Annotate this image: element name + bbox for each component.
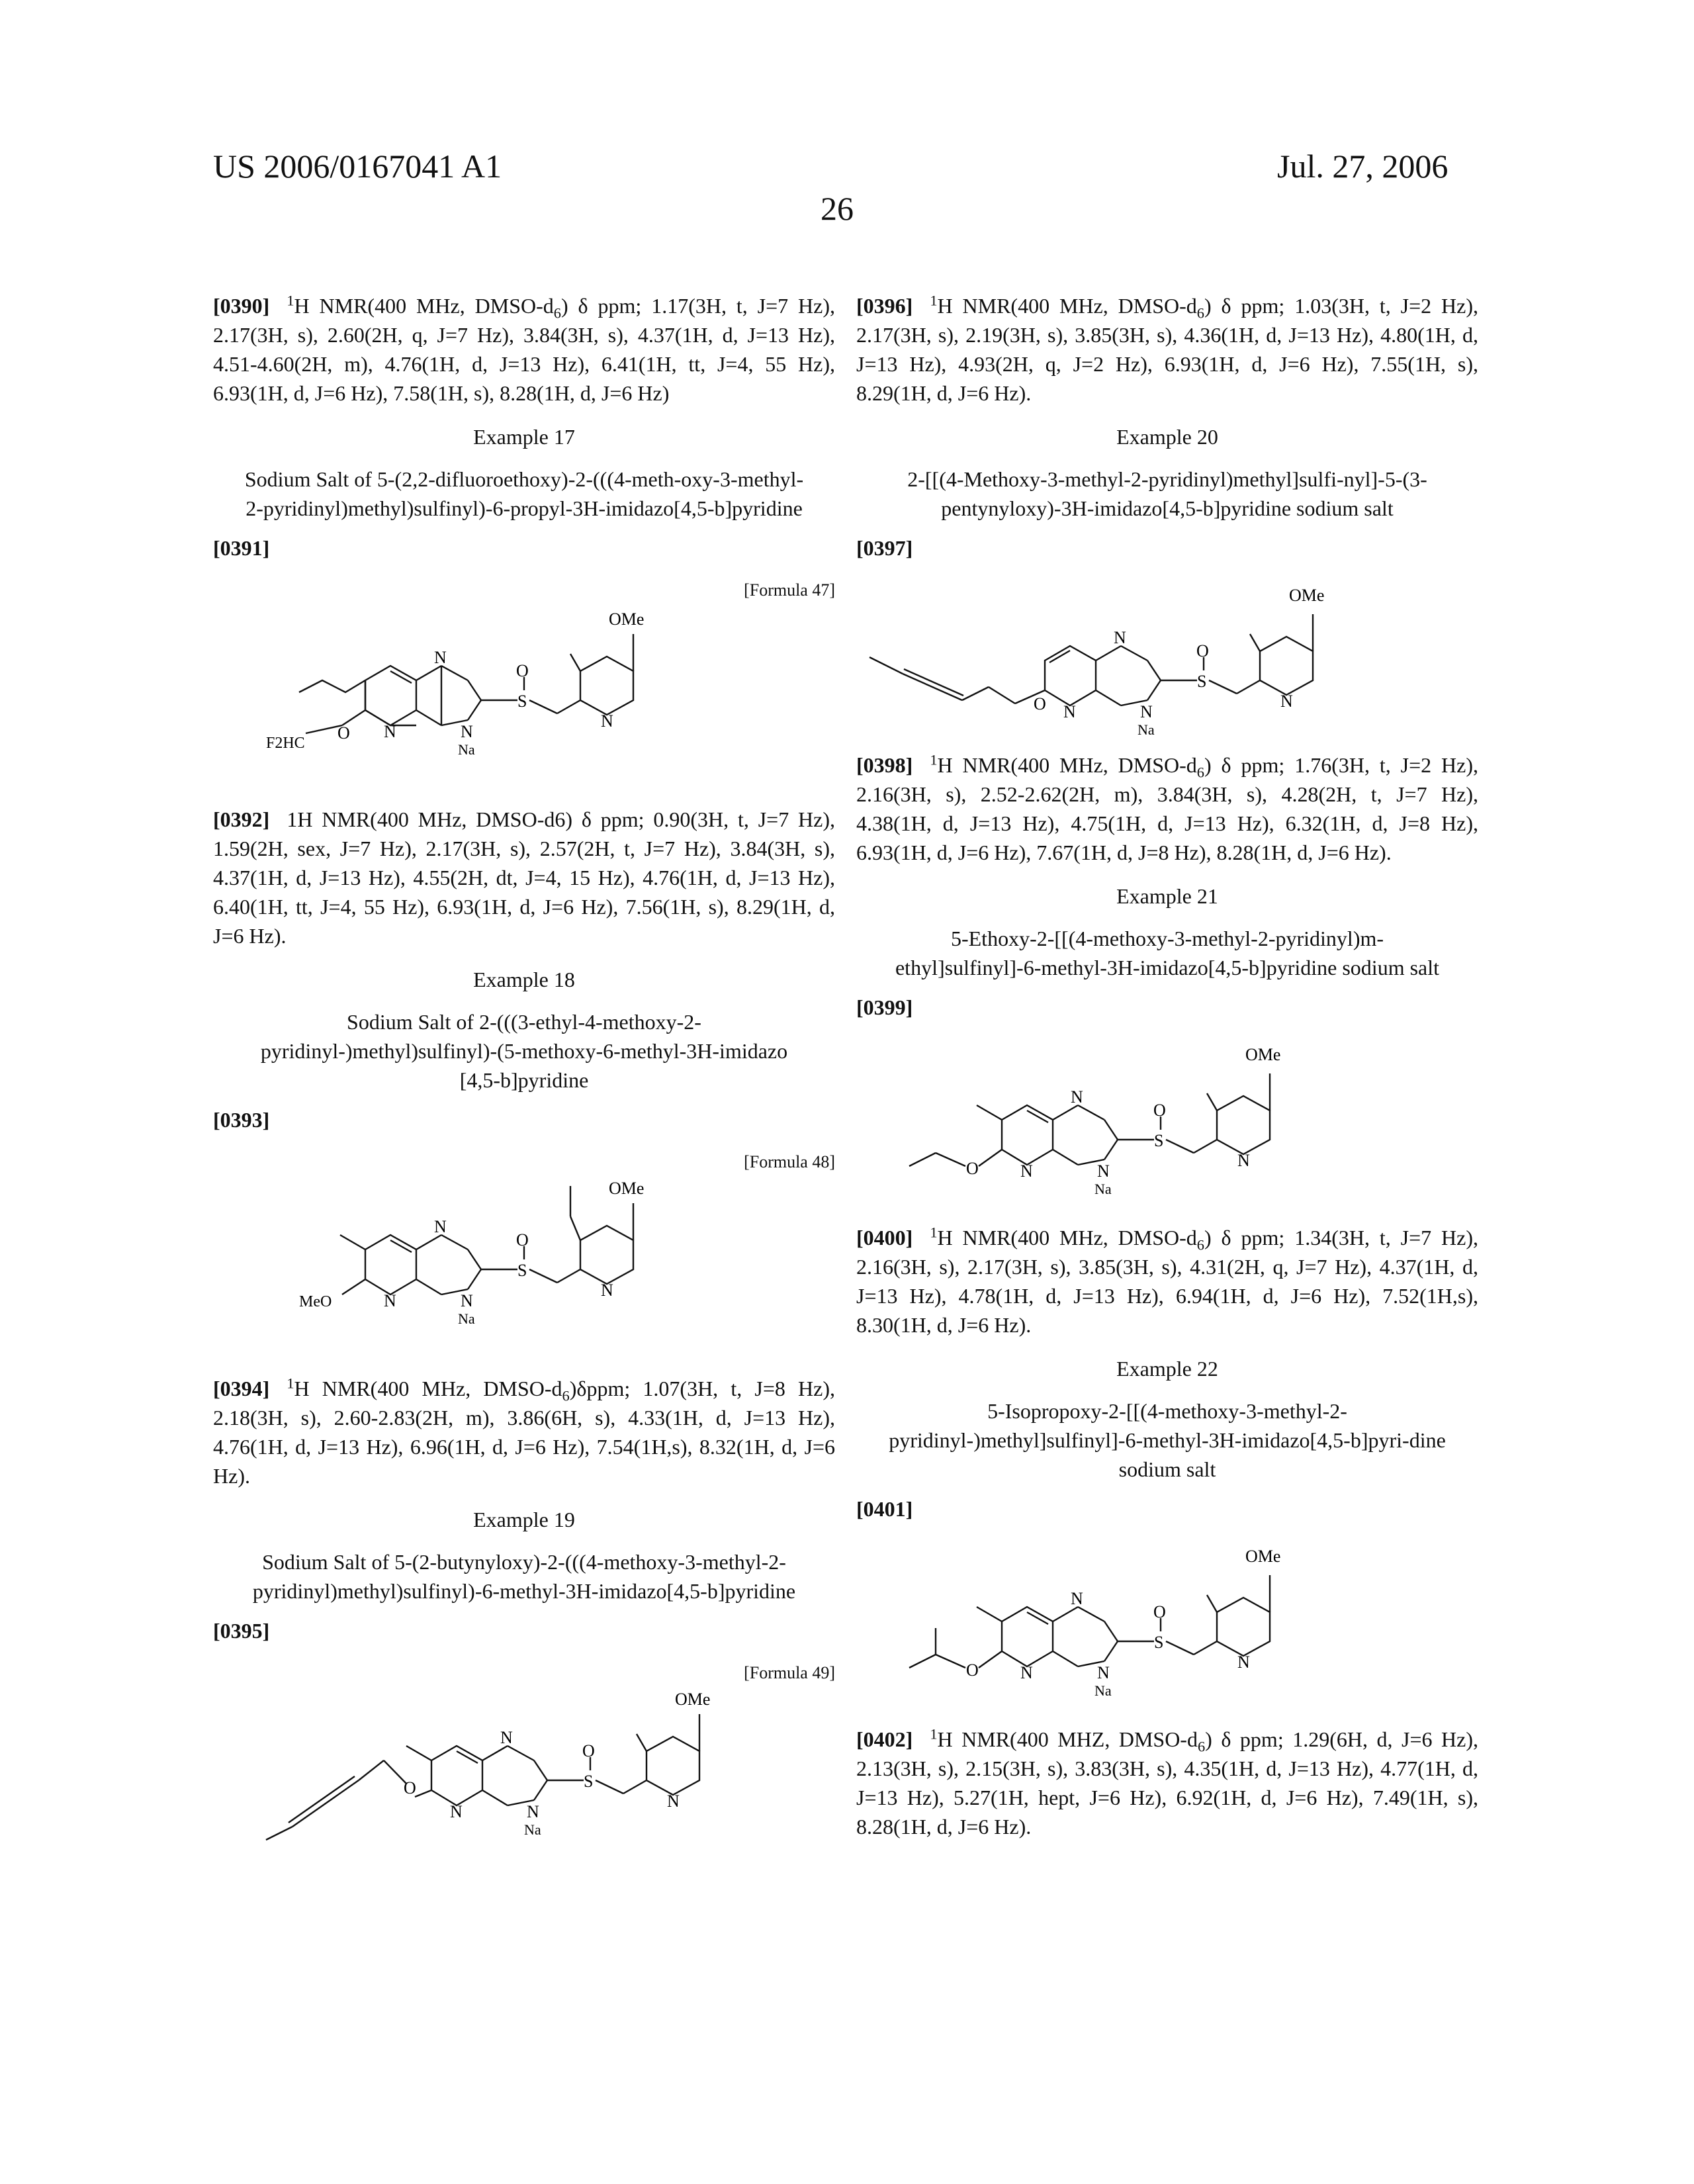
example-22-structure [856,1529,1478,1721]
n-label: N [1071,1087,1083,1107]
subscript: 6 [562,1387,570,1404]
nmr-text: H NMR(400 MHZ, DMSO-d [937,1727,1198,1751]
n-label: N [527,1802,539,1821]
na-label: Na [458,741,475,758]
nmr-text: H NMR(400 MHz, DMSO-d [937,294,1197,318]
o-label: O [966,1661,979,1680]
n-label: N [500,1728,513,1747]
paragraph-number: [0396] [856,294,913,318]
nmr-text: ) δ ppm; 1.29(6H, d, J=6 Hz), 2.13(3H, s), 2.15(3H, s), 3.83(3H, s), 4.35(1H, d, J=13 Hz), 4.77(1H, d, J=13 Hz), 5.27(1H, hept, J=6 Hz), 6.92(1H, d, J=6 Hz), 7.49(1H, s), 8.28(1H, d, J=6 Hz). [856,1727,1479,1839]
formula-49-label: [Formula 49] [744,1663,835,1682]
paragraph-0402 [856,1725,1478,1841]
o-label: O [1196,641,1209,660]
paragraph-0395: [0395] [213,1619,270,1643]
ome-label: OMe [1245,1045,1281,1064]
example-17-compound-name: Sodium Salt of 5-(2,2-difluoroethoxy)-2-(((4-meth-oxy-3-methyl-2-pyridinyl)methyl)sulfinyl)-6-propyl-3H-imidazo[4,5-b]pyridine [244,467,804,520]
s-label: S [1197,672,1207,691]
o-label: O [1034,694,1046,713]
paragraph-0400 [856,1223,1478,1340]
paragraph-0401: [0401] [856,1497,913,1521]
o-label: O [337,723,350,743]
nmr-text: ) δ ppm; 1.03(3H, t, J=2 Hz), 2.17(3H, s), 2.19(3H, s), 3.85(3H, s), 4.36(1H, d, J=13 Hz), 4.80(1H, d, J=13 Hz), 4.93(2H, q, J=2 Hz), 6.93(1H, d, J=6 Hz), 7.55(1H, s), 8.29(1H, d, J=6 Hz). [856,294,1479,405]
subscript: 6 [1196,764,1204,781]
example-17-title: Example 17 [473,425,575,449]
s-label: S [1154,1131,1164,1150]
example-20-structure [856,568,1478,747]
o-label: O [582,1741,595,1760]
paragraph-0390 [213,291,835,408]
example-21-structure [856,1027,1478,1219]
formula-49-structure [213,1688,835,1880]
n-label: N [1020,1663,1033,1682]
n-label: N [667,1792,680,1811]
na-label: Na [1094,1181,1112,1197]
n-label: N [1063,702,1076,721]
n-label: N [1280,692,1293,711]
formula-48-label: [Formula 48] [744,1152,835,1171]
paragraph-number: [0402] [856,1727,913,1751]
n-label: N [384,1291,396,1310]
paragraph-0396 [856,291,1478,408]
paragraph-number: [0390] [213,294,270,318]
example-22-title: Example 22 [1116,1357,1218,1381]
superscript: 1 [287,292,294,309]
example-19-title: Example 19 [473,1508,575,1531]
meo-label: MeO [299,1293,332,1310]
left-column [213,291,835,1880]
example-20-compound-name: 2-[[(4-Methoxy-3-methyl-2-pyridinyl)methyl]sulfi-nyl]-5-(3-pentynyloxy)-3H-imidazo[4,5-b]pyridine sodium salt [907,467,1427,520]
nmr-text: H NMR(400 MHz, DMSO-d [294,1377,562,1400]
na-label: Na [458,1310,475,1327]
page-number: 26 [821,190,854,227]
paragraph-0393: [0393] [213,1108,270,1132]
f2hc-label: F2HC [266,735,305,752]
nmr-text: 1H NMR(400 MHz, DMSO-d6) δ ppm; 0.90(3H, t, J=7 Hz), 1.59(2H, sex, J=7 Hz), 2.17(3H, s), 2.57(2H, t, J=7 Hz), 3.84(3H, s), 4.37(1H, d, J=13 Hz), 4.55(2H, dt, J=4, 15 Hz), 4.76(1H, d, J=13 Hz), 6.40(1H, tt, J=4, 55 Hz), 6.93(1H, d, J=6 Hz), 7.56(1H, s), 8.29(1H, d, J=6 Hz). [213,807,835,948]
n-label: N [461,1291,473,1310]
o-label: O [404,1778,416,1797]
subscript: 6 [553,304,561,322]
superscript: 1 [930,1725,938,1743]
ome-label: OMe [1245,1547,1281,1566]
s-label: S [584,1772,594,1791]
formula-47-label: [Formula 47] [744,580,835,600]
n-label: N [1020,1161,1033,1181]
s-label: S [1154,1633,1164,1652]
paragraph-0392 [213,805,835,950]
n-label: N [1071,1589,1083,1608]
o-label: O [516,1230,529,1250]
nmr-text: ) δ ppm; 1.76(3H, t, J=2 Hz), 2.16(3H, s), 2.52-2.62(2H, m), 3.84(3H, s), 4.28(2H, t, J=7 Hz), 4.38(1H, d, J=13 Hz), 4.75(1H, d, J=13 Hz), 6.32(1H, d, J=8 Hz), 6.93(1H, d, J=6 Hz), 7.67(1H, d, J=8 Hz), 8.28(1H, d, J=6 Hz). [856,753,1479,864]
publication-date: Jul. 27, 2006 [1277,148,1449,185]
paragraph-0391: [0391] [213,536,270,560]
nmr-text: H NMR(400 MHz, DMSO-d [294,294,554,318]
example-20-title: Example 20 [1116,425,1218,449]
s-label: S [517,1261,527,1280]
subscript: 6 [1196,1236,1204,1253]
o-label: O [1153,1101,1166,1120]
nmr-text: H NMR(400 MHz, DMSO-d [937,1226,1197,1250]
n-label: N [434,1217,447,1236]
n-label: N [450,1802,463,1821]
example-18-title: Example 18 [473,968,575,991]
n-label: N [1097,1663,1110,1682]
ome-label: OMe [609,610,645,629]
n-label: N [1237,1653,1250,1672]
ome-label: OMe [609,1179,645,1198]
example-21-compound-name: 5-Ethoxy-2-[[(4-methoxy-3-methyl-2-pyridinyl)m-ethyl]sulfinyl]-6-methyl-3H-imidazo[4,5-b]pyridine sodium salt [895,927,1440,979]
paragraph-number: [0394] [213,1377,270,1400]
paragraph-0399: [0399] [856,995,913,1019]
formula-47-structure [213,608,835,799]
n-label: N [601,711,613,731]
n-label: N [384,722,396,741]
nmr-text: ) δ ppm; 1.17(3H, t, J=7 Hz), 2.17(3H, s), 2.60(2H, q, J=7 Hz), 3.84(3H, s), 4.37(1H, d, J=13 Hz), 4.51-4.60(2H, m), 4.76(1H, d, J=13 Hz), 6.41(1H, tt, J=4, 55 Hz), 6.93(1H, d, J=6 Hz), 7.58(1H, s), 8.28(1H, d, J=6 Hz) [213,294,836,405]
nmr-text: )δppm; 1.07(3H, t, J=8 Hz), 2.18(3H, s), 2.60-2.83(2H, m), 3.86(6H, s), 4.33(1H, d, J=13 Hz), 4.76(1H, d, J=13 Hz), 6.96(1H, d, J=6 Hz), 7.54(1H,s), 8.32(1H, d, J=6 Hz). [213,1377,836,1488]
n-label: N [601,1281,613,1300]
example-21-title: Example 21 [1116,884,1218,908]
ome-label: OMe [675,1690,711,1709]
paragraph-0397: [0397] [856,536,913,560]
paragraph-0394 [213,1374,835,1490]
superscript: 1 [930,292,938,309]
superscript: 1 [930,1224,938,1241]
nmr-text: H NMR(400 MHz, DMSO-d [937,753,1197,777]
o-label: O [1153,1602,1166,1621]
n-label: N [1114,628,1126,647]
subscript: 6 [1196,304,1204,322]
o-label: O [966,1159,979,1178]
na-label: Na [1137,721,1155,738]
superscript: 1 [930,751,938,768]
n-label: N [1097,1161,1110,1181]
paragraph-number: [0400] [856,1226,913,1250]
subscript: 6 [1197,1738,1206,1755]
patent-number: US 2006/0167041 A1 [213,148,502,185]
n-label: N [1140,702,1153,721]
s-label: S [517,692,527,711]
paragraph-number: [0398] [856,753,913,777]
n-label: N [434,648,447,667]
paragraph-0398 [856,751,1478,867]
example-22-compound-name: 5-Isopropoxy-2-[[(4-methoxy-3-methyl-2-pyridinyl-)methyl]sulfinyl]-6-methyl-3H-imidazo[4,5-b]pyri-dine sodium salt [889,1399,1446,1481]
superscript: 1 [287,1375,294,1392]
na-label: Na [524,1821,541,1838]
example-18-compound-name: Sodium Salt of 2-(((3-ethyl-4-methoxy-2-pyridinyl-)methyl)sulfinyl)-(5-methoxy-6-methyl-3H-imidazo [4,5-b]pyridine [260,1010,788,1092]
paragraph-number: [0392] [213,807,270,831]
o-label: O [516,661,529,680]
n-label: N [461,722,473,741]
nmr-text: ) δ ppm; 1.34(3H, t, J=7 Hz), 2.16(3H, s), 2.17(3H, s), 3.85(3H, s), 4.31(2H, q, J=7 Hz), 4.37(1H, d, J=13 Hz), 4.78(1H, d, J=13 Hz), 6.94(1H, d, J=6 Hz), 7.52(1H,s), 8.30(1H, d, J=6 Hz). [856,1226,1479,1337]
example-19-compound-name: Sodium Salt of 5-(2-butynyloxy)-2-(((4-methoxy-3-methyl-2-pyridinyl)methyl)sulfinyl)-6-methyl-3H-imidazo[4,5-b]pyridine [252,1550,796,1603]
ome-label: OMe [1289,586,1325,605]
n-label: N [1237,1151,1250,1170]
formula-48-structure [213,1177,835,1369]
right-column [856,291,1478,1841]
na-label: Na [1094,1682,1112,1699]
